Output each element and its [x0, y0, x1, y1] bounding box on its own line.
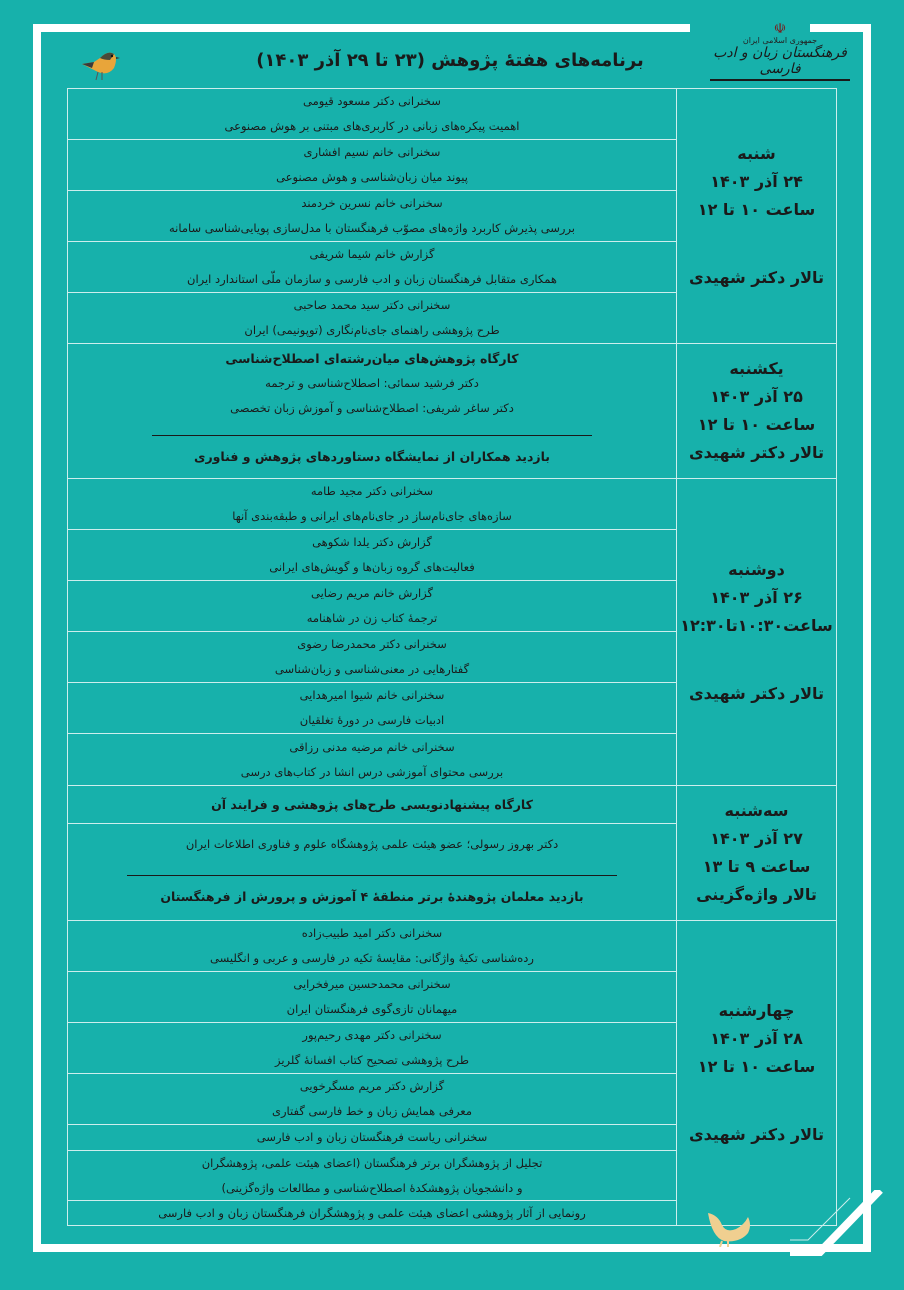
event-speaker: سخنرانی ریاست فرهنگستان زبان و ادب فارسی [256, 1130, 488, 1144]
events-list [68, 786, 676, 920]
day-venue: تالار دکتر شهیدی [689, 443, 825, 462]
event-item [68, 921, 676, 972]
day-time: ساعت ۹ تا ۱۳ [702, 857, 811, 876]
day-info [676, 344, 836, 478]
day-venue: تالار واژه‌گزینی [696, 885, 817, 904]
bird-silhouette-icon [704, 1203, 754, 1247]
event-item [68, 479, 676, 530]
day-info [676, 479, 836, 785]
header [60, 21, 847, 88]
day-row-tuesday [68, 786, 836, 921]
event-item [68, 632, 676, 683]
day-date: ۲۷ آذر ۱۴۰۳ [710, 829, 803, 848]
event-item [68, 242, 676, 293]
day-date: ۲۴ آذر ۱۴۰۳ [710, 172, 803, 191]
day-venue: تالار دکتر شهیدی [689, 1125, 825, 1144]
event-item [68, 140, 676, 191]
event-speaker: گزارش دکتر مریم مسگرخویی [299, 1079, 445, 1093]
workshop-title: کارگاه پژوهش‌های میان‌رشته‌ای اصطلاح‌شناسی [225, 351, 519, 366]
events-list [68, 344, 676, 478]
event-topic: گفتارهایی در معنی‌شناسی و زبان‌شناسی [274, 662, 470, 676]
event-speaker: سخنرانی دکتر مهدی رحیم‌پور [302, 1028, 442, 1042]
event-topic: بررسی پذیرش کاربرد واژه‌های مصوّب فرهنگستان با مدل‌سازی پویایی‌شناسی سامانه [168, 221, 576, 235]
event-item [68, 89, 676, 140]
event-speaker: سخنرانی خانم مرضیه مدنی رزاقی [289, 739, 455, 754]
divider [127, 875, 617, 876]
day-info [676, 89, 836, 343]
day-row-wednesday [68, 921, 836, 1225]
event-topic: ادبیات فارسی در دورهٔ تغلقیان [299, 713, 445, 727]
event-item [68, 1074, 676, 1125]
event-item [68, 734, 676, 785]
day-venue: تالار دکتر شهیدی [689, 684, 825, 703]
events-list [68, 479, 676, 785]
day-row-sunday [68, 344, 836, 479]
event-speaker: گزارش دکتر یلدا شکوهی [312, 535, 432, 549]
event-topic: طرح پژوهشی راهنمای جای‌نام‌نگاری (توپونیمی) ایران [244, 323, 500, 337]
day-row-saturday [68, 89, 836, 344]
workshop-item [68, 824, 676, 920]
event-item [68, 683, 676, 734]
event-item [68, 1201, 676, 1225]
event-topic: معرفی همایش زبان و خط فارسی گفتاری [271, 1104, 473, 1118]
visit-title: بازدید معلمان پژوهندهٔ برتر منطقهٔ ۴ آموزش و پرورش از فرهنگستان [160, 888, 584, 904]
workshop-speaker: دکتر فرشید سمائی: اصطلاح‌شناسی و ترجمه [265, 376, 479, 390]
events-list [68, 921, 676, 1225]
day-date: ۲۶ آذر ۱۴۰۳ [710, 588, 803, 607]
day-name: دوشنبه [728, 560, 785, 579]
event-title-cont: و دانشجویان پژوهشکدهٔ اصطلاح‌شناسی و مطالعات واژه‌گزینی) [221, 1180, 523, 1195]
event-speaker: سخنرانی خانم شیوا امیرهدایی [299, 688, 445, 702]
event-topic: میهمانان تازی‌گوی فرهنگستان ایران [286, 1002, 458, 1016]
day-info [676, 786, 836, 920]
event-topic: بررسی محتوای آموزشی درس انشا در کتاب‌های درسی [240, 764, 504, 779]
frame-corner-decoration [790, 1190, 904, 1290]
event-speaker: سخنرانی خانم نسرین خردمند [301, 196, 443, 210]
event-topic: پیوند میان زبان‌شناسی و هوش مصنوعی [276, 170, 468, 184]
day-time: ساعت۱۰:۳۰تا۱۲:۳۰ [680, 616, 833, 635]
day-time: ساعت ۱۰ تا ۱۲ [697, 1057, 816, 1076]
event-speaker: گزارش خانم شیما شریفی [309, 247, 435, 261]
event-speaker: سخنرانی خانم نسیم افشاری [303, 145, 441, 159]
visit-title: بازدید همکاران از نمایشگاه دستاوردهای پژوهش و فناوری [194, 449, 550, 464]
event-item [68, 191, 676, 242]
event-item [68, 1023, 676, 1074]
event-item [68, 1125, 676, 1151]
event-topic: سازه‌های جای‌نام‌ساز در جای‌نام‌های ایرانی و طبقه‌بندی آنها [232, 509, 512, 523]
event-speaker: سخنرانی دکتر مسعود قیومی [303, 94, 441, 108]
event-speaker: سخنرانی دکتر مجید طامه [310, 484, 434, 498]
event-item [68, 1151, 676, 1201]
day-date: ۲۸ آذر ۱۴۰۳ [710, 1029, 803, 1048]
day-info [676, 921, 836, 1225]
workshop-item [68, 344, 676, 478]
event-topic: ترجمهٔ کتاب زن در شاهنامه [306, 611, 438, 625]
workshop-title-row [68, 786, 676, 824]
event-topic: اهمیت پیکره‌های زبانی در کاربری‌های مبتنی بر هوش مصنوعی [224, 119, 520, 133]
divider [152, 435, 592, 436]
emblem-icon: ☫ [773, 21, 787, 37]
academy-logo [710, 22, 850, 86]
day-time: ساعت ۱۰ تا ۱۲ [697, 415, 816, 434]
event-topic: همکاری متقابل فرهنگستان زبان و ادب فارسی و سازمان ملّی استاندارد ایران [187, 272, 557, 286]
event-speaker: سخنرانی دکتر سید محمد صاحبی [293, 298, 451, 312]
workshop-title: کارگاه پیشنهادنویسی طرح‌های پژوهشی و فرایند آن [211, 796, 533, 812]
day-time: ساعت ۱۰ تا ۱۲ [697, 200, 816, 219]
event-speaker: سخنرانی دکتر محمدرضا رضوی [297, 637, 447, 651]
event-speaker: سخنرانی محمدحسین میرفخرایی [293, 977, 451, 991]
day-name: سه‌شنبه [724, 801, 789, 820]
event-topic: فعالیت‌های گروه زبان‌ها و گویش‌های ایرانی [269, 560, 475, 574]
workshop-speaker: دکتر بهروز رسولی؛ عضو هیئت علمی پژوهشگاه علوم و فناوری اطلاعات ایران [185, 836, 559, 851]
day-venue: تالار دکتر شهیدی [689, 268, 825, 287]
logo-subtitle: جمهوری اسلامی ایران [742, 36, 818, 45]
event-speaker: سخنرانی دکتر امید طبیب‌زاده [301, 926, 443, 940]
event-topic: رده‌شناسی تکیهٔ واژگانی: مقایسهٔ تکیه در فارسی و عربی و انگلیسی [210, 951, 534, 965]
event-item [68, 972, 676, 1023]
event-speaker: گزارش خانم مریم رضایی [310, 586, 433, 600]
events-list [68, 89, 676, 343]
event-topic: طرح پژوهشی تصحیح کتاب افسانهٔ گلریز [275, 1053, 469, 1067]
day-row-monday [68, 479, 836, 786]
workshop-speaker: دکتر ساغر شریفی: اصطلاح‌شناسی و آموزش زبان تخصصی [230, 401, 514, 415]
day-name: چهارشنبه [718, 1001, 795, 1020]
day-date: ۲۵ آذر ۱۴۰۳ [710, 387, 803, 406]
logo-name: فرهنگستان زبان و ادب فارسی [710, 45, 850, 81]
event-title: رونمایی از آثار پژوهشی اعضای هیئت علمی و پژوهشگران فرهنگستان زبان و ادب فارسی [158, 1205, 586, 1220]
day-name: شنبه [737, 144, 776, 163]
event-item [68, 581, 676, 632]
schedule-table [67, 88, 837, 1226]
event-item [68, 293, 676, 343]
event-item [68, 530, 676, 581]
event-title: تجلیل از پژوهشگران برتر فرهنگستان (اعضای هیئت علمی، پژوهشگران [201, 1155, 543, 1170]
page-title: برنامه‌های هفتهٔ پژوهش (۲۳ تا ۲۹ آذر ۱۴۰۳) [256, 50, 644, 71]
day-name: یکشنبه [729, 359, 784, 378]
